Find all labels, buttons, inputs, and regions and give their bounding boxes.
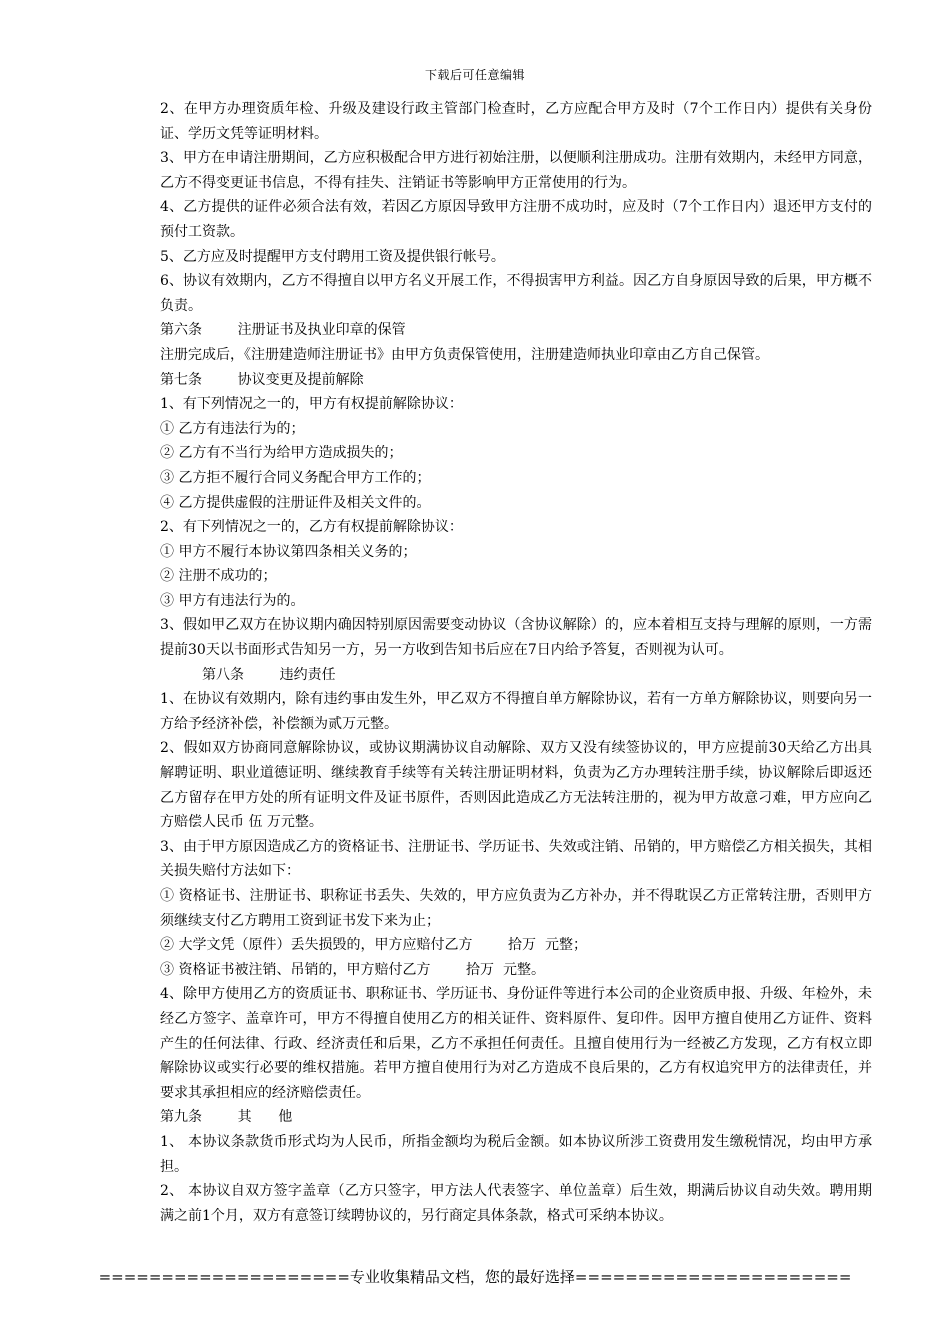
clause-5-5: 5、乙方应及时提醒甲方支付聘用工资及提供银行帐号。 bbox=[160, 248, 505, 265]
clause-7-2-item-3: ③ 甲方有违法行为的。 bbox=[160, 592, 305, 609]
article-8-heading: 第八条 违约责任 bbox=[202, 666, 336, 683]
article-6-text: 注册完成后，《注册建造师注册证书》由甲方负责保管使用，注册建造师执业印章由乙方自己保管。 bbox=[160, 346, 769, 363]
clause-7-3: 3、假如甲乙双方在协议期内确因特别原因需要变动协议（含协议解除）的，应本着相互支持与理解的原则，一方需提前30天以书面形式告知另一方，另一方收到告知书后应在7日内给予答复，否则视为认可。 bbox=[160, 617, 872, 659]
clause-8-4: 4、除甲方使用乙方的资质证书、职称证书、学历证书、身份证件等进行本公司的企业资质申报、升级、年检外，未经乙方签字、盖章许可，甲方不得擅自使用乙方的相关证件、资料原件、复印件。因甲方擅自使用乙方证件、资料产生的任何法律、行政、经济责任和后果，乙方不承担任何责任。且擅自使用行为一经被乙方发现，乙方有权立即解除协议或实行必要的维权措施。若甲方擅自使用行为对乙方造成不良后果的，乙方有权追究甲方的法律责任，并要求其承担相应的经济赔偿责任。 bbox=[160, 986, 872, 1101]
clause-8-3: 3、由于甲方原因造成乙方的资格证书、注册证书、学历证书、失效或注销、吊销的，甲方赔偿乙方相关损失，其相关损失赔付方法如下： bbox=[160, 838, 872, 880]
document-body bbox=[160, 97, 872, 1228]
page-header: 下载后可任意编辑 bbox=[424, 68, 525, 82]
clause-8-3-item-3: ③ 资格证书被注销、吊销的，甲方赔付乙方 拾万 元整。 bbox=[160, 961, 545, 978]
clause-9-2: 2、 本协议自双方签字盖章（乙方只签字，甲方法人代表签字、单位盖章）后生效，期满后协议自动失效。聘用期满之前1个月，双方有意签订续聘协议的，另行商定具体条款，格式可采纳本协议。 bbox=[160, 1183, 872, 1224]
clause-7-1-item-1: ① 乙方有违法行为的； bbox=[160, 420, 305, 437]
clause-7-1: 1、有下列情况之一的，甲方有权提前解除协议： bbox=[160, 396, 463, 413]
article-7-heading: 第七条 协议变更及提前解除 bbox=[160, 371, 364, 388]
article-9-heading: 第九条 其 他 bbox=[160, 1109, 293, 1126]
clause-5-2: 2、在甲方办理资质年检、升级及建设行政主管部门检查时，乙方应配合甲方及时（7个工作日内）提供有关身份证、学历文凭等证明材料。 bbox=[160, 101, 872, 142]
clause-5-6: 6、协议有效期内，乙方不得擅自以甲方名义开展工作，不得损害甲方利益。因乙方自身原因导致的后果，甲方概不负责。 bbox=[160, 273, 872, 314]
clause-7-1-item-2: ② 乙方有不当行为给甲方造成损失的； bbox=[160, 445, 403, 462]
clause-8-3-item-2: ② 大学文凭（原件）丢失损毁的，甲方应赔付乙方 拾万 元整； bbox=[160, 937, 587, 954]
clause-7-2: 2、有下列情况之一的，乙方有权提前解除协议： bbox=[160, 519, 463, 536]
clause-5-3: 3、甲方在申请注册期间，乙方应积极配合甲方进行初始注册，以便顺利注册成功。注册有效期内，未经甲方同意，乙方不得变更证书信息，不得有挂失、注销证书等影响甲方正常使用的行为。 bbox=[160, 150, 872, 191]
clause-5-4: 4、乙方提供的证件必须合法有效，若因乙方原因导致甲方注册不成功时，应及时（7个工作日内）退还甲方支付的预付工资款。 bbox=[160, 199, 872, 240]
clause-9-1: 1、 本协议条款货币形式均为人民币，所指金额均为税后金额。如本协议所涉工资费用发生缴税情况，均由甲方承担。 bbox=[160, 1133, 872, 1175]
clause-7-1-item-3: ③ 乙方拒不履行合同义务配合甲方工作的； bbox=[160, 469, 431, 486]
clause-7-2-item-1: ① 甲方不履行本协议第四条相关义务的； bbox=[160, 543, 417, 560]
page-footer: ====================专业收集精品文档，您的最好选择====================== bbox=[98, 1268, 852, 1286]
clause-7-2-item-2: ② 注册不成功的； bbox=[160, 568, 277, 585]
clause-7-1-item-4: ④ 乙方提供虚假的注册证件及相关文件的。 bbox=[160, 494, 431, 511]
clause-8-2: 2、假如双方协商同意解除协议，或协议期满协议自动解除、双方又没有续签协议的，甲方应提前30天给乙方出具解聘证明、职业道德证明、继续教育手续等有关转注册证明材料，负责为乙方办理转注册手续，协议解除后即返还乙方留存在甲方处的所有证明文件及证书原件，否则因此造成乙方无法转注册的，视为甲方故意刁难，甲方应向乙方赔偿人民币 伍 万元整。 bbox=[160, 740, 872, 831]
clause-8-1: 1、在协议有效期内，除有违约事由发生外，甲乙双方不得擅自单方解除协议，若有一方单方解除协议，则要向另一方给予经济补偿，补偿额为贰万元整。 bbox=[160, 691, 872, 732]
clause-8-3-item-1: ① 资格证书、注册证书、职称证书丢失、失效的，甲方应负责为乙方补办，并不得耽误乙方正常转注册，否则甲方须继续支付乙方聘用工资到证书发下来为止； bbox=[160, 888, 872, 929]
article-6-heading: 第六条 注册证书及执业印章的保管 bbox=[160, 322, 406, 339]
